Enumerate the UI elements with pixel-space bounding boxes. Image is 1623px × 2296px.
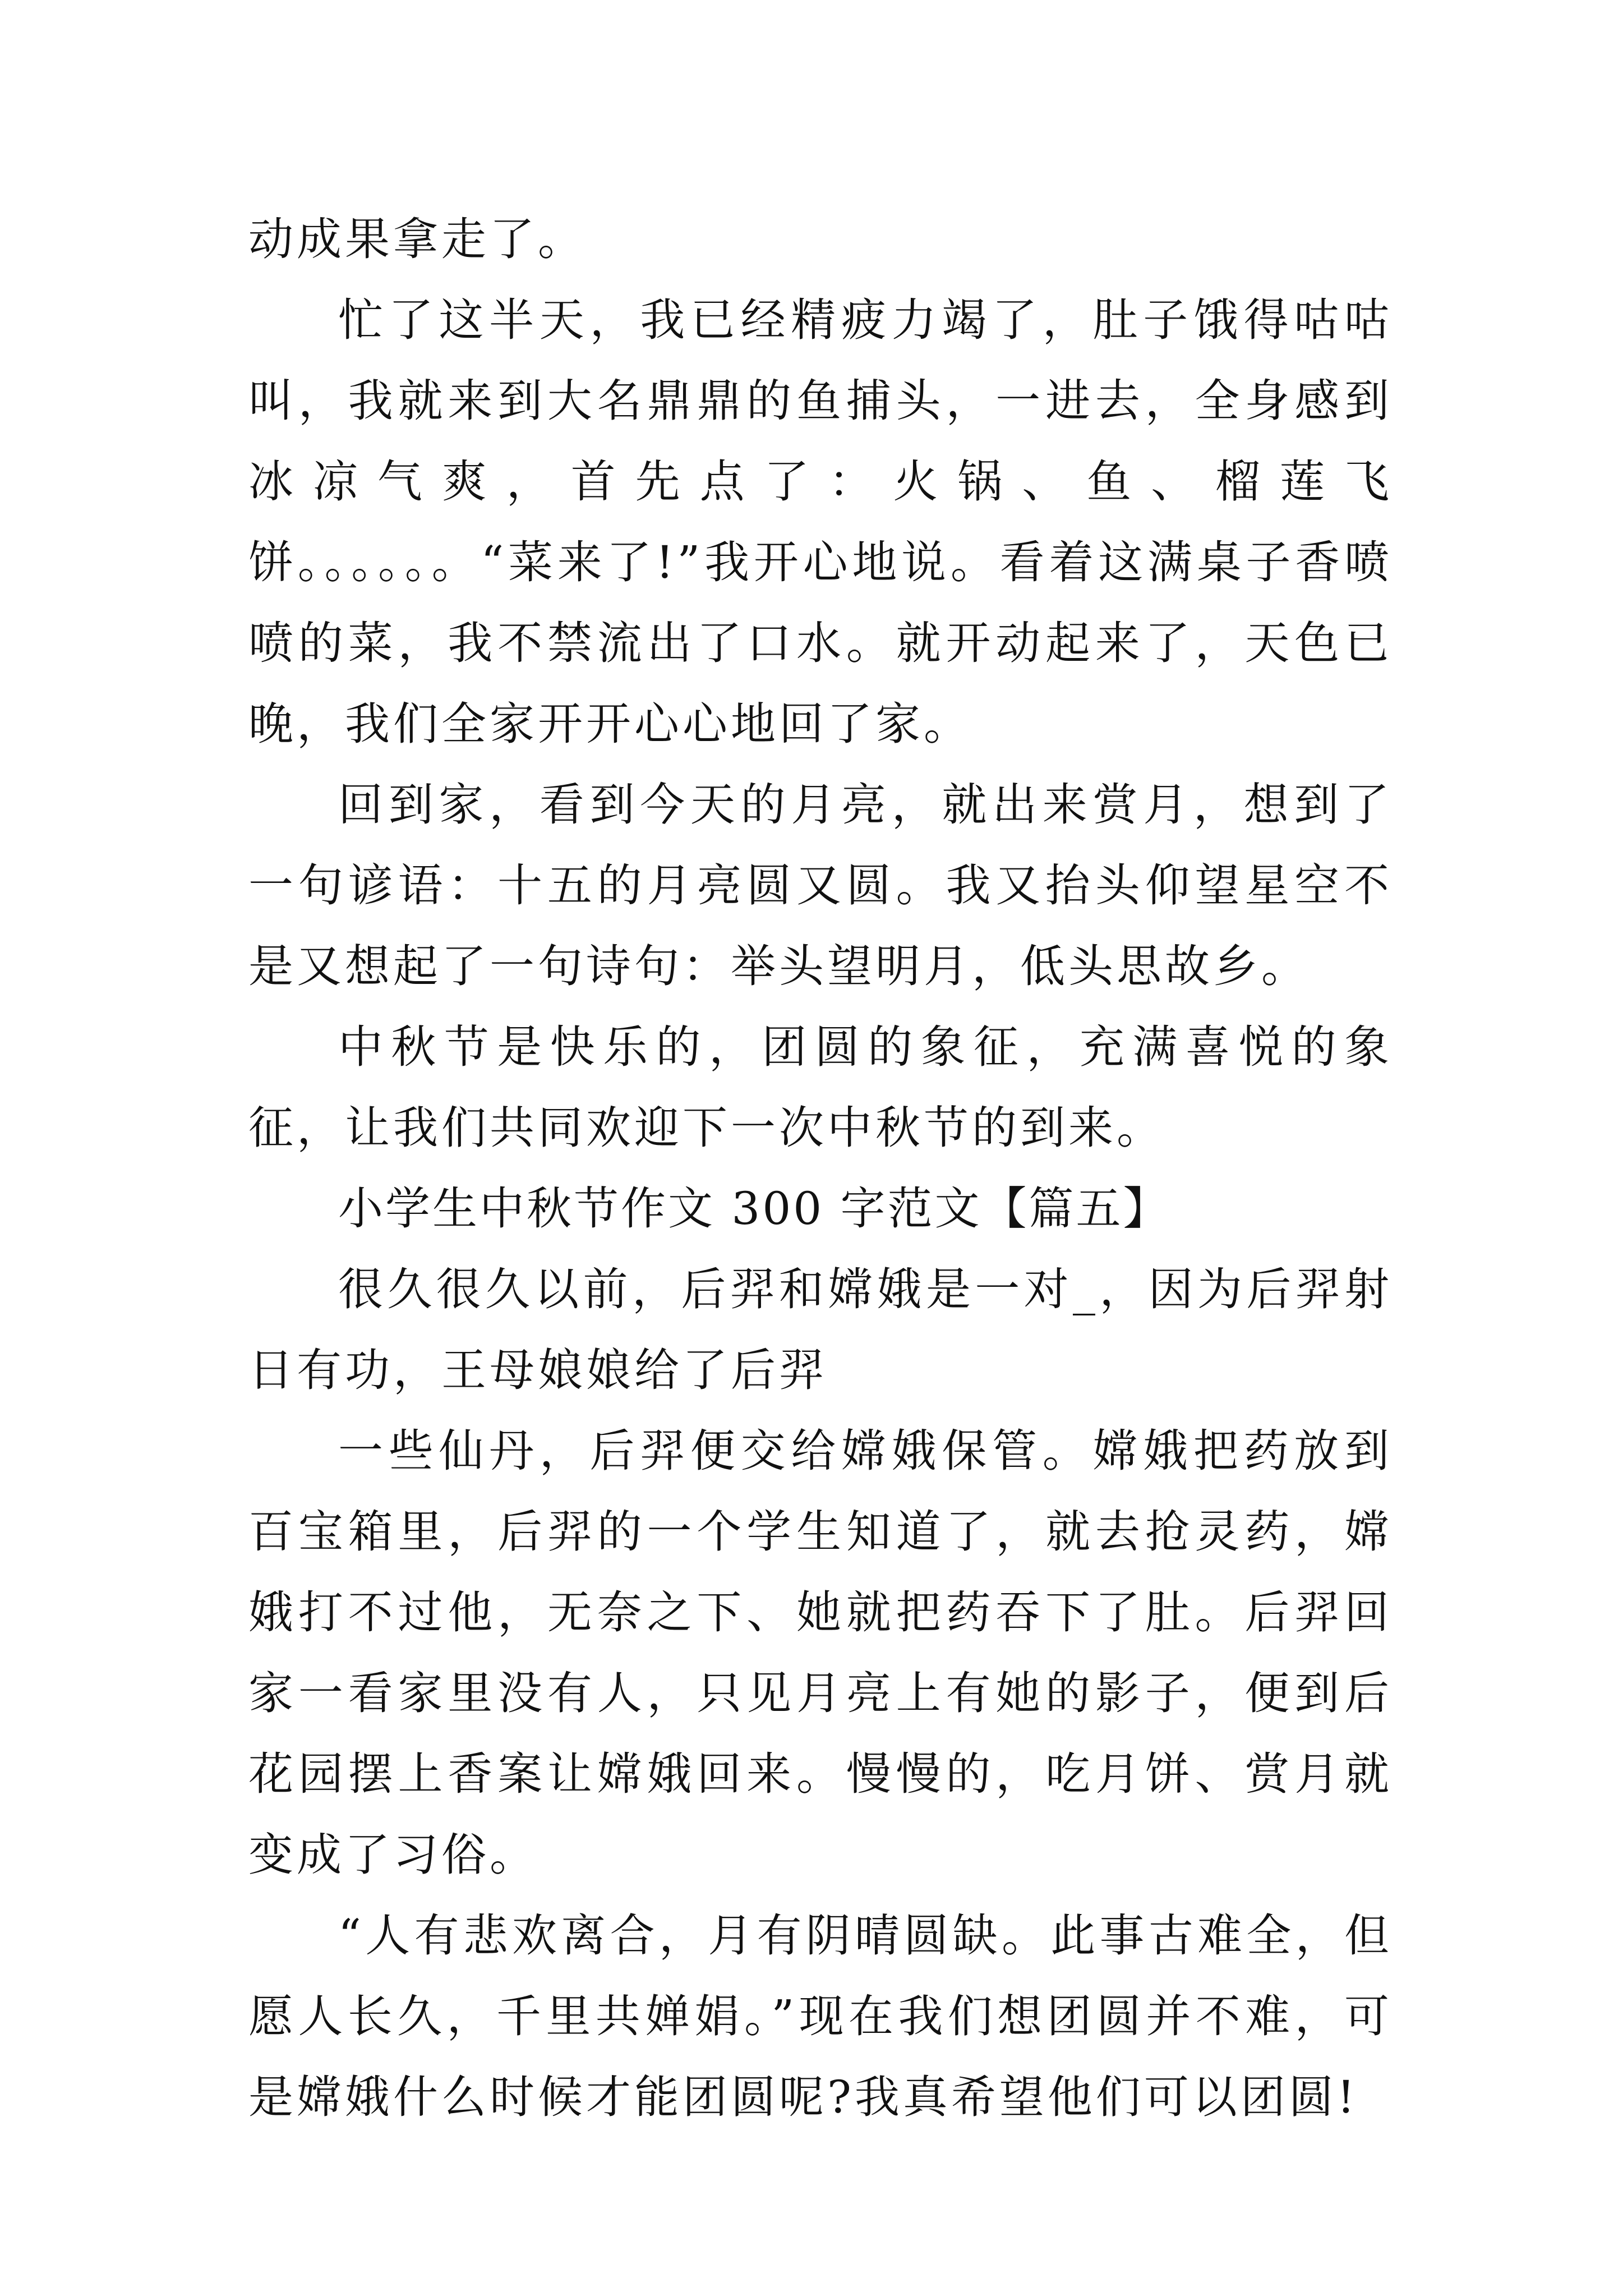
document-body xyxy=(248,199,1393,2138)
paragraph-legend-story: 一些仙丹，后羿便交给嫦娥保管。嫦娥把药放到百宝箱里，后羿的一个学生知道了，就去抢灵药，嫦娥打不过他，无奈之下、她就把药吞下了肚。后羿回家一看家里没有人，只见月亮上有她的影子，便到后花园摆上香案让嫦娥回来。慢慢的，吃月饼、赏月就变成了习俗。 xyxy=(248,1425,1393,1881)
paragraph-dinner: 忙了这半天，我已经精疲力竭了，肚子饿得咕咕叫，我就来到大名鼎鼎的鱼捕头，一进去，全身感到冰凉气爽，首先点了：火锅、鱼、榴莲飞饼。。。。。。“菜来了!”我开心地说。看着这满桌子香喷喷的菜，我不禁流出了口水。就开动起来了，天色已晚，我们全家开开心心地回了家。 xyxy=(248,294,1393,750)
paragraph-continuation: 动成果拿走了。 xyxy=(248,213,586,265)
paragraph-moon-viewing: 回到家，看到今天的月亮，就出来赏月，想到了一句谚语：十五的月亮圆又圆。我又抬头仰望星空不是又想起了一句诗句：举头望明月，低头思故乡。 xyxy=(248,779,1393,992)
paragraph-legend-intro: 很久很久以前，后羿和嫦娥是一对_，因为后羿射日有功，王母娘娘给了后羿 xyxy=(248,1263,1393,1396)
paragraph-legend-poem: “人有悲欢离合，月有阴晴圆缺。此事古难全，但愿人长久，千里共婵娟。”现在我们想团圆并不难，可是嫦娥什么时候才能团圆呢?我真希望他们可以团圆! xyxy=(248,1910,1393,2123)
paragraph-conclusion: 中秋节是快乐的，团圆的象征，充满喜悦的象征，让我们共同欢迎下一次中秋节的到来。 xyxy=(248,1021,1393,1154)
section-title: 小学生中秋节作文 300 字范文【篇五】 xyxy=(338,1182,1170,1235)
